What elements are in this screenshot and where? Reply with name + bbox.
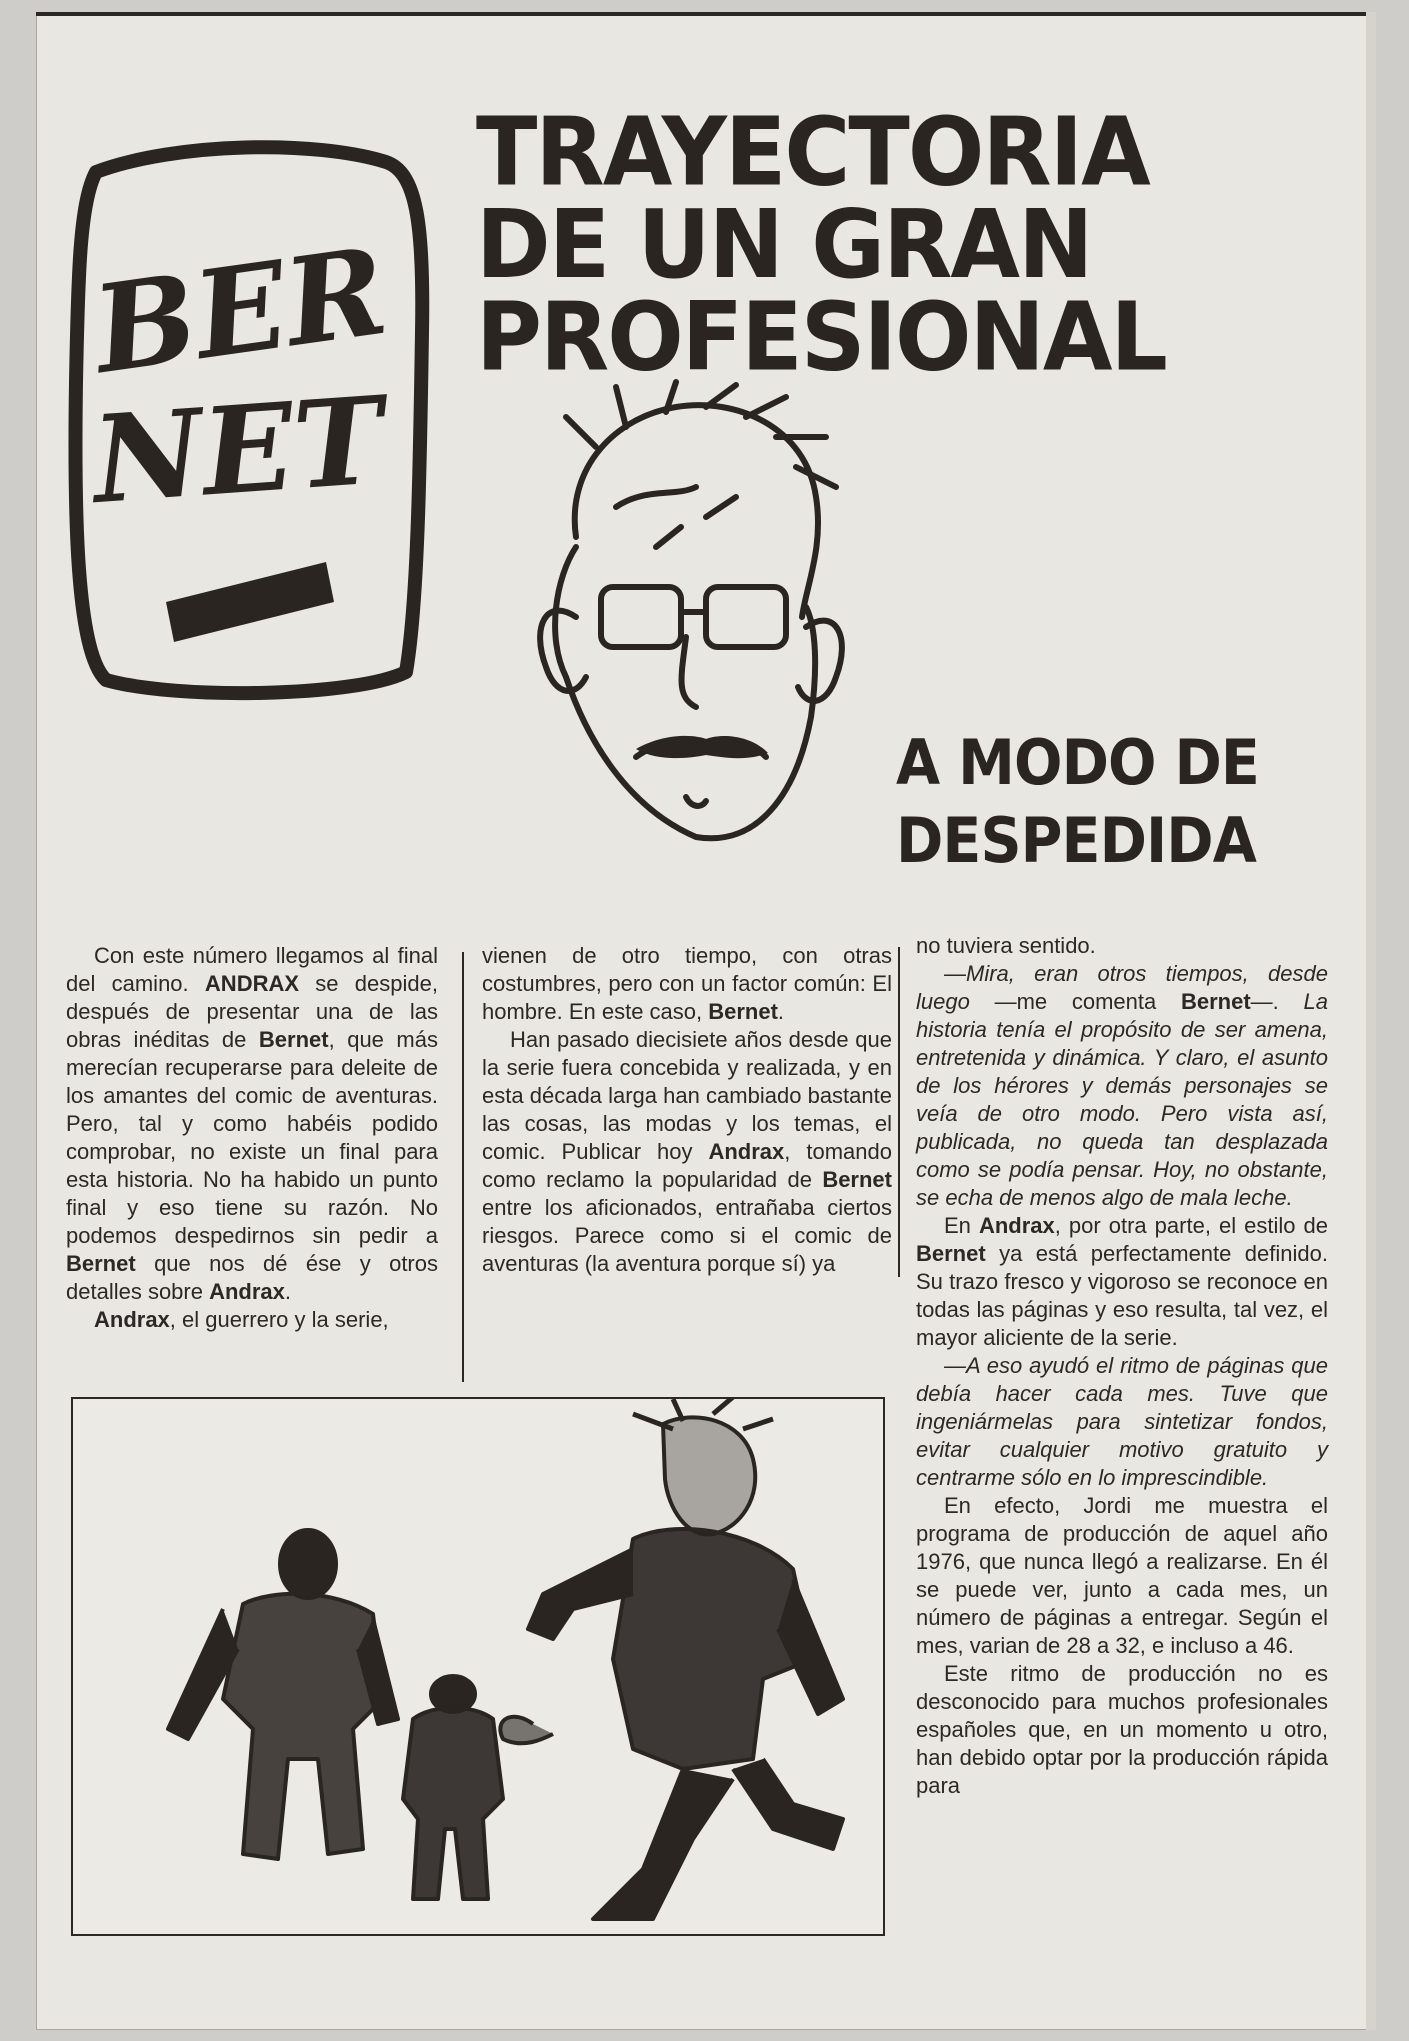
col3-paragraph-2: [916, 960, 1328, 1212]
col1-paragraph-2: [66, 1306, 438, 1334]
text-run: Bernet: [708, 999, 778, 1024]
author-portrait-illustration: [506, 377, 866, 897]
col3-paragraph-3: [916, 1212, 1328, 1352]
page-right-edge: [1366, 12, 1376, 2030]
magazine-page: [36, 12, 1376, 2030]
headline-line-1: TRAYECTORIA: [476, 97, 1149, 208]
text-run: que nos dé ése y otros detalles sobre: [66, 1251, 438, 1304]
col3-paragraph-6: [916, 1660, 1328, 1800]
text-run: En efecto, Jordi me muestra el programa de producción de aquel año 1976, que nunca llegó a realizarse. En él se puede ver, junto a cada mes, un número de páginas a entregar. Según el mes, varian de 28 a 32, e incluso a 46.: [916, 1493, 1328, 1658]
comic-panel-illustration: [71, 1397, 885, 1936]
text-run: ya está perfectamente definido. Su trazo fresco y vigoroso se reconoce en todas las páginas y eso resulta, tal vez, el mayor aliciente de la serie.: [916, 1241, 1328, 1350]
text-run: no tuviera sentido.: [916, 933, 1096, 958]
text-run: , por otra parte, el estilo de: [1054, 1213, 1328, 1238]
text-run: Bernet: [1180, 989, 1251, 1014]
text-run: entre los aficionados, entrañaba ciertos riesgos. Parece como si el comic de aventuras (la aventura porque sí) ya: [482, 1195, 892, 1276]
column-rule-1: [462, 952, 464, 1382]
text-run: .: [777, 999, 785, 1024]
col1-paragraph-1: [66, 942, 438, 1306]
col3-paragraph-1: [916, 932, 1328, 960]
text-run: Bernet: [916, 1241, 986, 1266]
text-run: vienen de otro tiempo, con otras costumbres, pero con un factor común: El hombre. En este caso,: [482, 943, 892, 1024]
col3-paragraph-4: [916, 1352, 1328, 1492]
text-column-2: [482, 942, 892, 1278]
column-rule-2: [898, 947, 900, 1277]
text-run: Con este número llegamos al final del camino.: [66, 943, 438, 996]
text-run: —A eso ayudó el ritmo de páginas que debía hacer cada mes. Tuve que ingeniármelas para sintetizar fondos, evitar cualquier motivo gratuito y centrarme sólo en lo imprescindible.: [916, 1353, 1328, 1490]
subhead-line-2: DESPEDIDA: [896, 804, 1256, 877]
text-run: Bernet: [66, 1251, 136, 1276]
logo-text-ber: BER: [85, 220, 395, 402]
text-run: Andrax: [708, 1139, 785, 1164]
text-run: Han pasado diecisiete años desde que la serie fuera concebida y realizada, y en esta década larga han cambiado bastante las cosas, las modas y los temas, el comic. Publicar hoy: [482, 1027, 892, 1164]
text-run: Andrax: [209, 1279, 285, 1304]
text-column-3: [916, 932, 1328, 1800]
text-run: —.: [1250, 989, 1304, 1014]
headline-line-2: DE UN GRAN: [476, 189, 1092, 301]
bernet-logo: [56, 132, 436, 712]
text-run: Bernet: [258, 1027, 329, 1052]
text-column-1: [66, 942, 438, 1334]
text-run: , tomando como reclamo la popularidad de: [482, 1139, 892, 1192]
text-run: se despide, después de presentar una de las obras inéditas de: [66, 971, 438, 1052]
headline-line-3: PROFESIONAL: [476, 282, 1166, 393]
col2-paragraph-1: [482, 942, 892, 1026]
article-subheading: [896, 724, 1301, 880]
text-run: Andrax: [978, 1213, 1055, 1238]
text-run: —Mira, eran otros tiempos, desde luego: [916, 961, 1328, 1014]
text-run: —me comenta: [969, 989, 1181, 1014]
text-run: La historia tenía el propósito de ser amena, entretenida y dinámica. Y claro, el asunto de los hérores y demás personajes se veía de otro modo. Pero vista así, publicada, no queda tan desplazada como se podía pensar. Hoy, no obstante, se echa de menos algo de mala leche.: [916, 989, 1328, 1210]
col2-paragraph-2: [482, 1026, 892, 1278]
bernet-logo-drawing: [56, 132, 436, 712]
article-headline: [476, 97, 1236, 393]
text-run: En: [944, 1213, 979, 1238]
page-top-border: [36, 12, 1376, 16]
text-run: , el guerrero y la serie,: [169, 1307, 389, 1332]
text-run: , que más merecían recuperarse para deleite de los amantes del comic de aventuras. Pero, tal y como habéis podido comprobar, no existe un final para esta historia. No ha habido un punto final y eso tiene su razón. No podemos despedirnos sin pedir a: [66, 1027, 438, 1248]
subhead-line-1: A MODO DE: [896, 726, 1259, 799]
text-run: Andrax: [94, 1307, 170, 1332]
col3-paragraph-5: [916, 1492, 1328, 1660]
logo-text-net: NET: [88, 370, 388, 532]
text-run: .: [284, 1279, 292, 1304]
text-run: Este ritmo de producción no es desconocido para muchos profesionales españoles que, en un momento u otro, han debido optar por la producción rápida para: [916, 1661, 1328, 1798]
logo-underline-stroke: [166, 562, 334, 642]
text-run: ANDRAX: [204, 971, 300, 996]
text-run: Bernet: [822, 1167, 892, 1192]
